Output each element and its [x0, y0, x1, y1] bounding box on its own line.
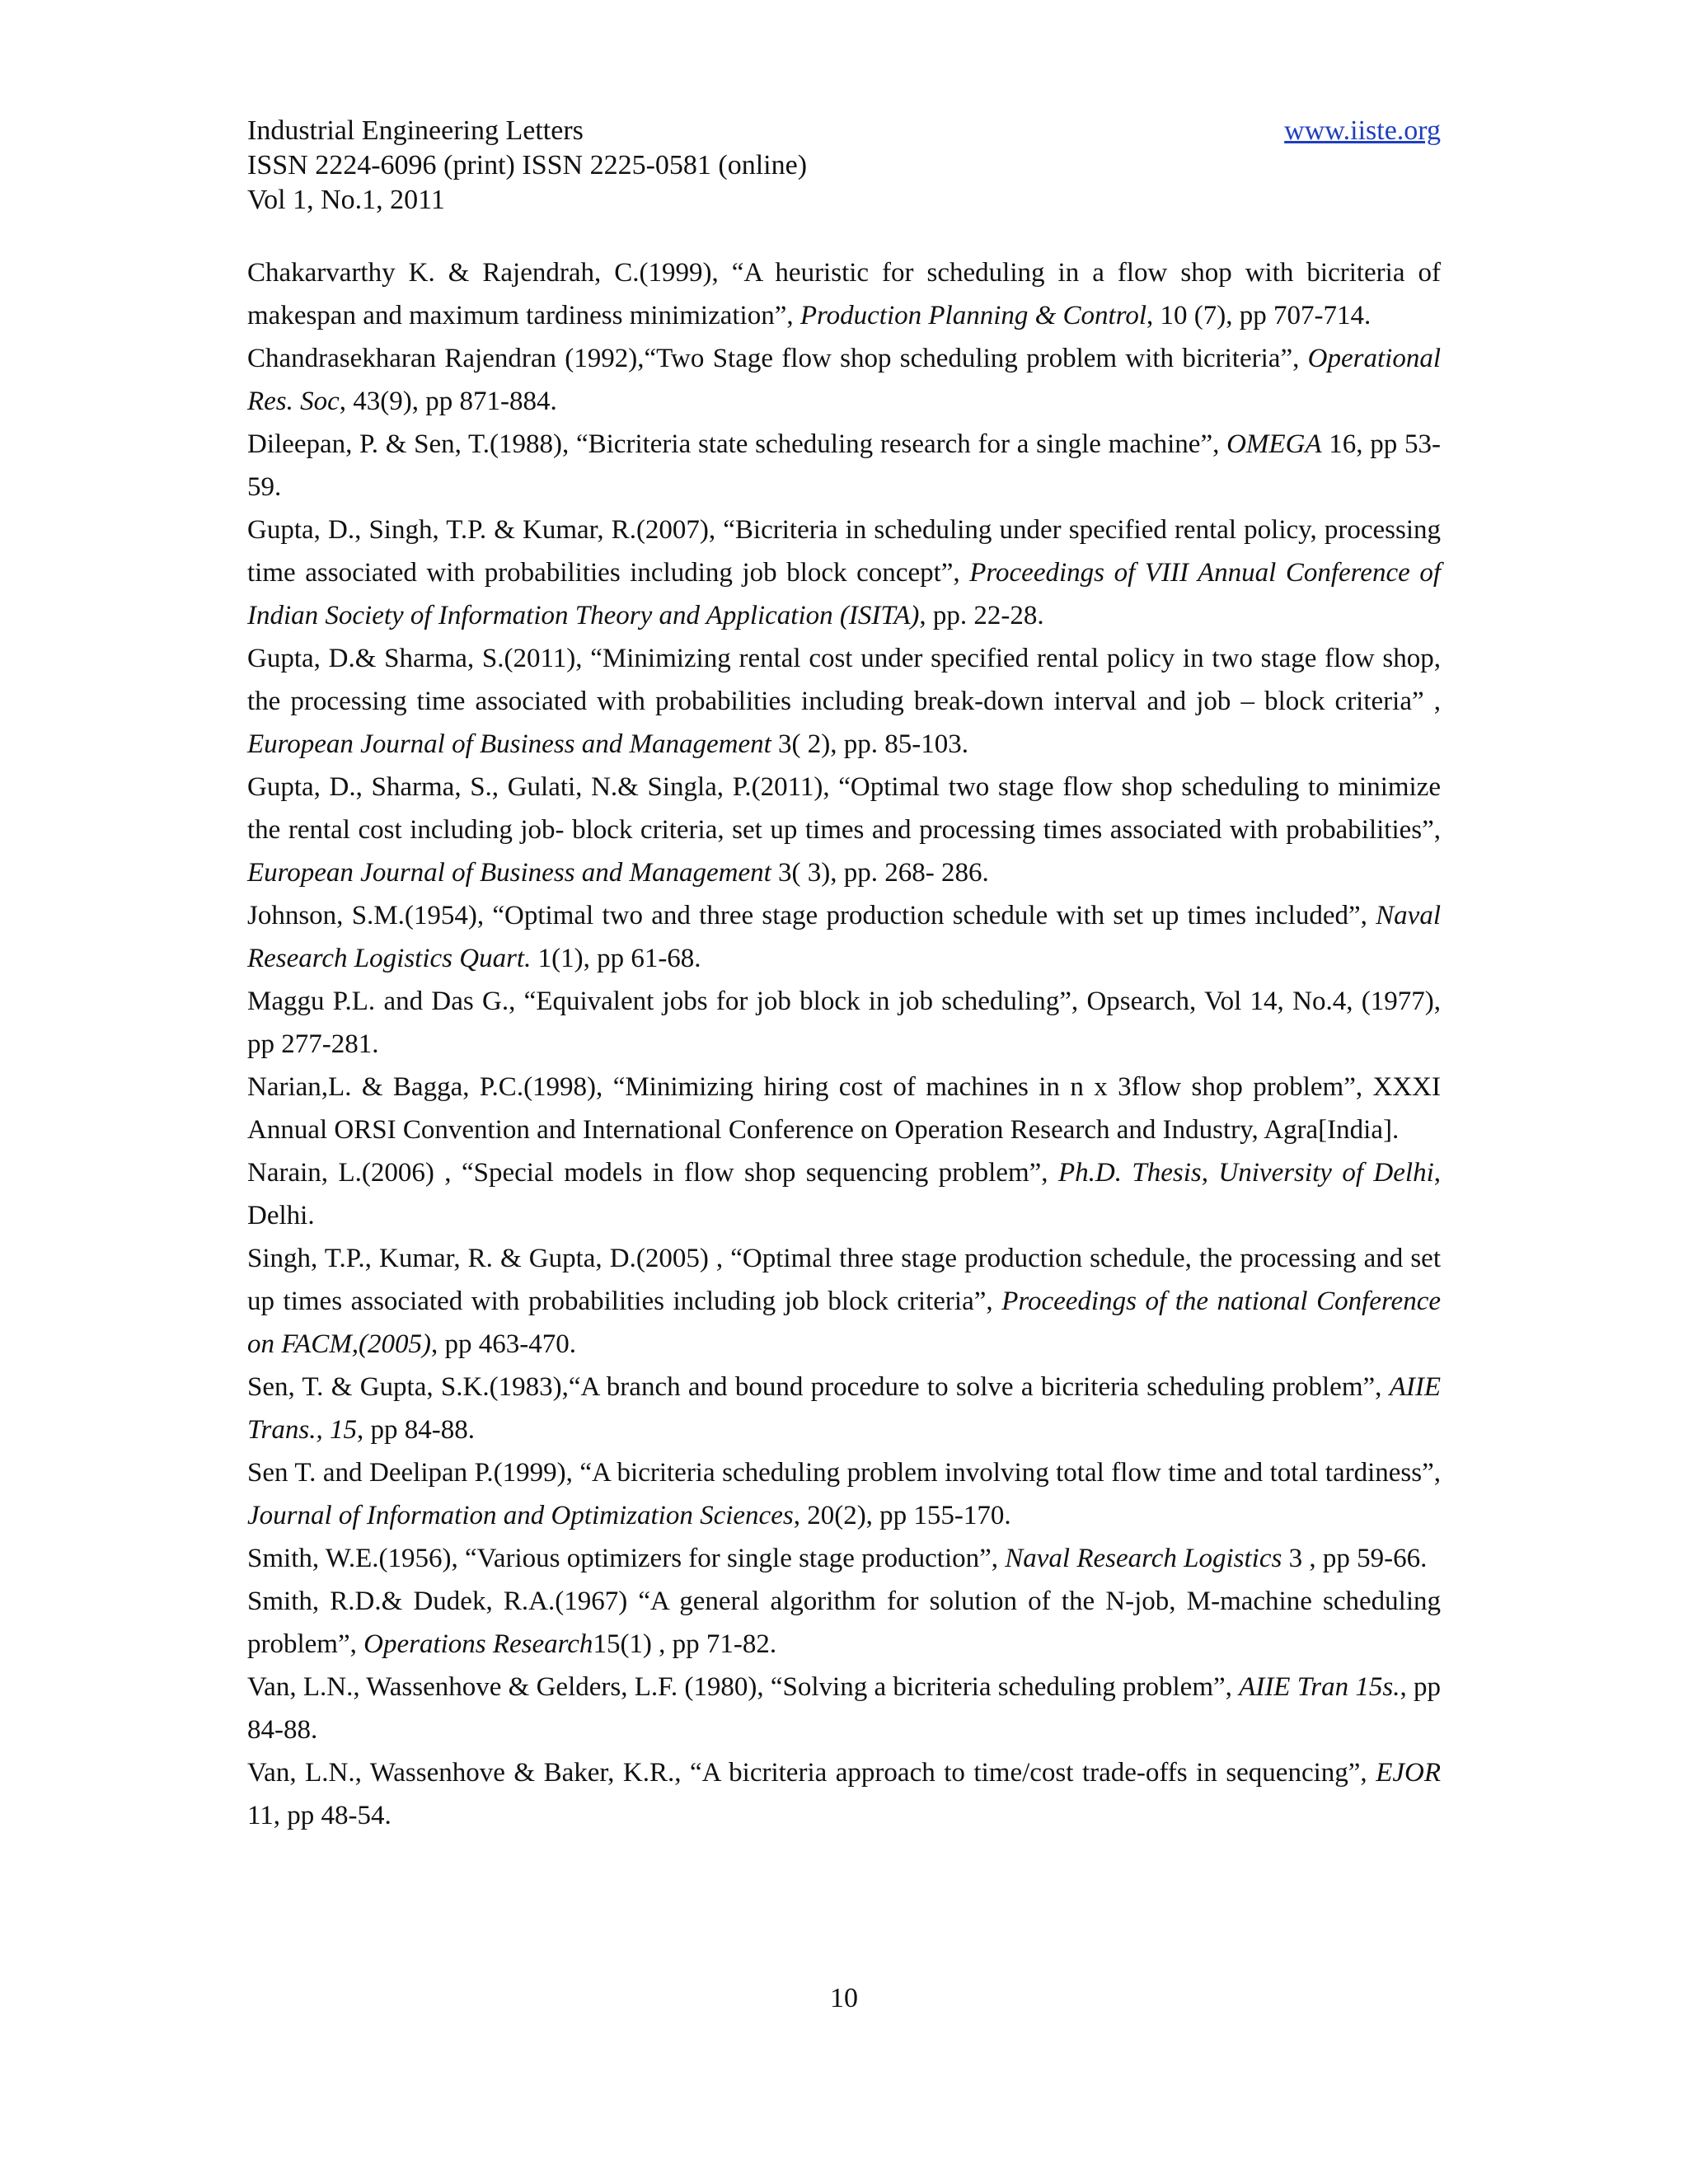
- reference-item: Singh, T.P., Kumar, R. & Gupta, D.(2005) , “Optimal three stage production schedule, the processing and set up times associated with probabilities including job block criteria”, Proceedings of the national Conference on FACM,(2005), pp 463-470.: [247, 1244, 1442, 1359]
- page-number: 10: [830, 1983, 858, 2013]
- reference-item: Sen, T. & Gupta, S.K.(1983),“A branch and bound procedure to solve a bicriteria scheduling problem”, AIIE Trans., 15, pp 84-88.: [247, 1372, 1441, 1445]
- reference-item: Sen T. and Deelipan P.(1999), “A bicriteria scheduling problem involving total flow time and total tardiness”, Journal of Information and Optimization Sciences, 20(2), pp 155-170.: [247, 1458, 1441, 1530]
- page-header: [247, 114, 1441, 218]
- volume-line: Vol 1, No.1, 2011: [247, 185, 445, 215]
- website-link[interactable]: www.iiste.org: [1284, 115, 1441, 146]
- reference-item: Smith, R.D.& Dudek, R.A.(1967) “A general algorithm for solution of the N-job, M-machine scheduling problem”, Operations Research15(1) , pp 71-82.: [247, 1586, 1441, 1659]
- reference-item: Van, L.N., Wassenhove & Baker, K.R., “A bicriteria approach to time/cost trade-offs in sequencing”, EJOR 11, pp 48-54.: [247, 1758, 1441, 1830]
- reference-item: Dileepan, P. & Sen, T.(1988), “Bicriteria state scheduling research for a single machine”, OMEGA 16, pp 53-59.: [247, 429, 1442, 502]
- reference-item: Gupta, D., Sharma, S., Gulati, N.& Singla, P.(2011), “Optimal two stage flow shop scheduling to minimize the rental cost including job- block criteria, set up times and processing times associated with probabilities”, European Journal of Business and Management 3( 3), pp. 268- 286.: [247, 772, 1441, 888]
- reference-item: Narain, L.(2006) , “Special models in flow shop sequencing problem”, Ph.D. Thesis, University of Delhi, Delhi.: [247, 1158, 1441, 1230]
- reference-item: Johnson, S.M.(1954), “Optimal two and three stage production schedule with set up times included”, Naval Research Logistics Quart. 1(1), pp 61-68.: [247, 901, 1441, 973]
- reference-item: Gupta, D., Singh, T.P. & Kumar, R.(2007), “Bicriteria in scheduling under specified rental policy, processing time associated with probabilities including job block concept”, Proceedings of VIII Annual Conference of Indian Society of Information Theory and Application (ISITA), pp. 22-28.: [247, 515, 1441, 630]
- reference-item: Gupta, D.& Sharma, S.(2011), “Minimizing rental cost under specified rental policy in two stage flow shop, the processing time associated with probabilities including break-down interval and job – block criteria” , European Journal of Business and Management 3( 2), pp. 85-103.: [247, 644, 1441, 759]
- reference-item: Smith, W.E.(1956), “Various optimizers for single stage production”, Naval Research Logistics 3 , pp 59-66.: [247, 1544, 1428, 1573]
- reference-item: Maggu P.L. and Das G., “Equivalent jobs for job block in job scheduling”, Opsearch, Vol 14, No.4, (1977), pp 277-281.: [247, 987, 1441, 1059]
- issn-line: ISSN 2224-6096 (print) ISSN 2225-0581 (online): [247, 150, 808, 180]
- reference-item: Chakarvarthy K. & Rajendrah, C.(1999), “A heuristic for scheduling in a flow shop with bicriteria of makespan and maximum tardiness minimization”, Production Planning & Control, 10 (7), pp 707-714.: [247, 258, 1441, 330]
- journal-title: Industrial Engineering Letters: [247, 115, 584, 146]
- reference-item: Van, L.N., Wassenhove & Gelders, L.F. (1980), “Solving a bicriteria scheduling problem”, AIIE Tran 15s., pp 84-88.: [247, 1672, 1442, 1745]
- reference-item: Chandrasekharan Rajendran (1992),“Two Stage flow shop scheduling problem with bicriteria”, Operational Res. Soc, 43(9), pp 871-884.: [247, 344, 1441, 416]
- reference-list: [247, 251, 1441, 1837]
- reference-item: Narian,L. & Bagga, P.C.(1998), “Minimizing hiring cost of machines in n x 3flow shop problem”, XXXI Annual ORSI Convention and International Conference on Operation Research and Industry, Agra[India].: [247, 1072, 1441, 1145]
